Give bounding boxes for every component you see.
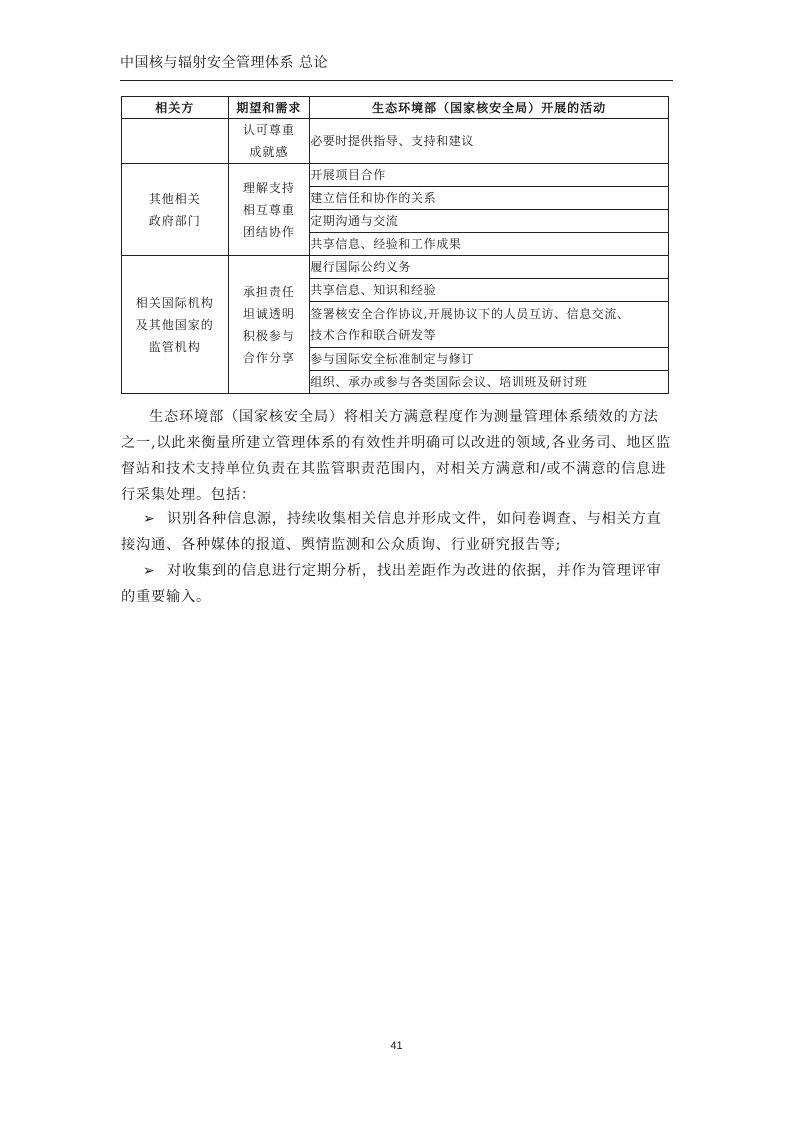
stakeholder-line: 相关国际机构 (135, 295, 214, 310)
activity-cell: 必要时提供指导、支持和建议 (310, 119, 669, 164)
expectation-cell (228, 256, 310, 394)
table-row (122, 256, 669, 279)
bullet-item (121, 506, 673, 558)
activity-cell: 建立信任和协作的关系 (310, 187, 669, 210)
expectation-cell (228, 119, 310, 164)
stakeholder-line: 其他相关 (148, 191, 201, 206)
activity-cell: 开展项目合作 (310, 164, 669, 187)
bullet-item (121, 558, 673, 610)
table-row (122, 119, 669, 164)
header-expectation: 期望和需求 (228, 97, 310, 119)
expectation-line: 成就感 (249, 145, 289, 159)
arrow-bullet-icon: ➢ (143, 563, 156, 579)
stakeholder-line: 及其他国家的 (135, 317, 214, 332)
table-row (122, 164, 669, 187)
expectation-line: 理解支持 (242, 180, 295, 195)
header-stakeholder: 相关方 (122, 97, 229, 119)
activity-cell: 组织、承办或参与各类国际会议、培训班及研讨班 (310, 371, 669, 394)
stakeholder-line: 监管机构 (148, 339, 201, 354)
body-paragraph: 生态环境部（国家核安全局）将相关方满意程度作为测量管理体系绩效的方法之一,以此来衡量所建立管理体系的有效性并明确可以改进的领域,各业务司、地区监督站和技术支持单位负责在其监管职责范围内，对相关方满意和/或不满意的信息进行采集处理。包括： (121, 409, 672, 503)
stakeholder-cell (122, 256, 229, 394)
stakeholder-table (121, 96, 669, 394)
stakeholder-line: 政府部门 (148, 213, 201, 228)
activity-cell: 共享信息、经验和工作成果 (310, 233, 669, 256)
running-header: 中国核与辐射安全管理体系 总论 (120, 55, 328, 71)
arrow-bullet-icon: ➢ (143, 511, 156, 527)
expectation-line: 团结协作 (242, 224, 295, 239)
activity-cell: 定期沟通与交流 (310, 210, 669, 233)
table-header-row (122, 97, 669, 119)
page-number: 41 (390, 1040, 403, 1052)
expectation-line: 合作分享 (242, 350, 295, 365)
activity-cell: 履行国际公约义务 (310, 256, 669, 279)
activity-cell: 共享信息、知识和经验 (310, 279, 669, 302)
expectation-line: 相互尊重 (242, 202, 295, 217)
expectation-line: 坦诚透明 (242, 306, 295, 321)
bullet-text: 识别各种信息源，持续收集相关信息并形成文件，如问卷调查、与相关方直接沟通、各种媒体的报道、舆情监测和公众质询、行业研究报告等; (121, 511, 662, 553)
expectation-cell (228, 164, 310, 256)
header-rule (120, 80, 673, 81)
expectation-line: 认可尊重 (242, 123, 295, 137)
activity-cell (310, 302, 669, 348)
bullet-text: 对收集到的信息进行定期分析，找出差距作为改进的依据，并作为管理评审的重要输入。 (121, 563, 662, 605)
stakeholder-cell (122, 164, 229, 256)
activity-line: 签署核安全合作协议,开展协议下的人员互访、信息交流、 (310, 306, 630, 321)
header-activity: 生态环境部（国家核安全局）开展的活动 (310, 97, 669, 119)
expectation-line: 积极参与 (242, 328, 295, 343)
activity-cell: 参与国际安全标准制定与修订 (310, 348, 669, 371)
expectation-line: 承担责任 (242, 284, 295, 299)
stakeholder-cell-empty (122, 119, 229, 164)
activity-line: 技术合作和联合研发等 (310, 327, 437, 342)
